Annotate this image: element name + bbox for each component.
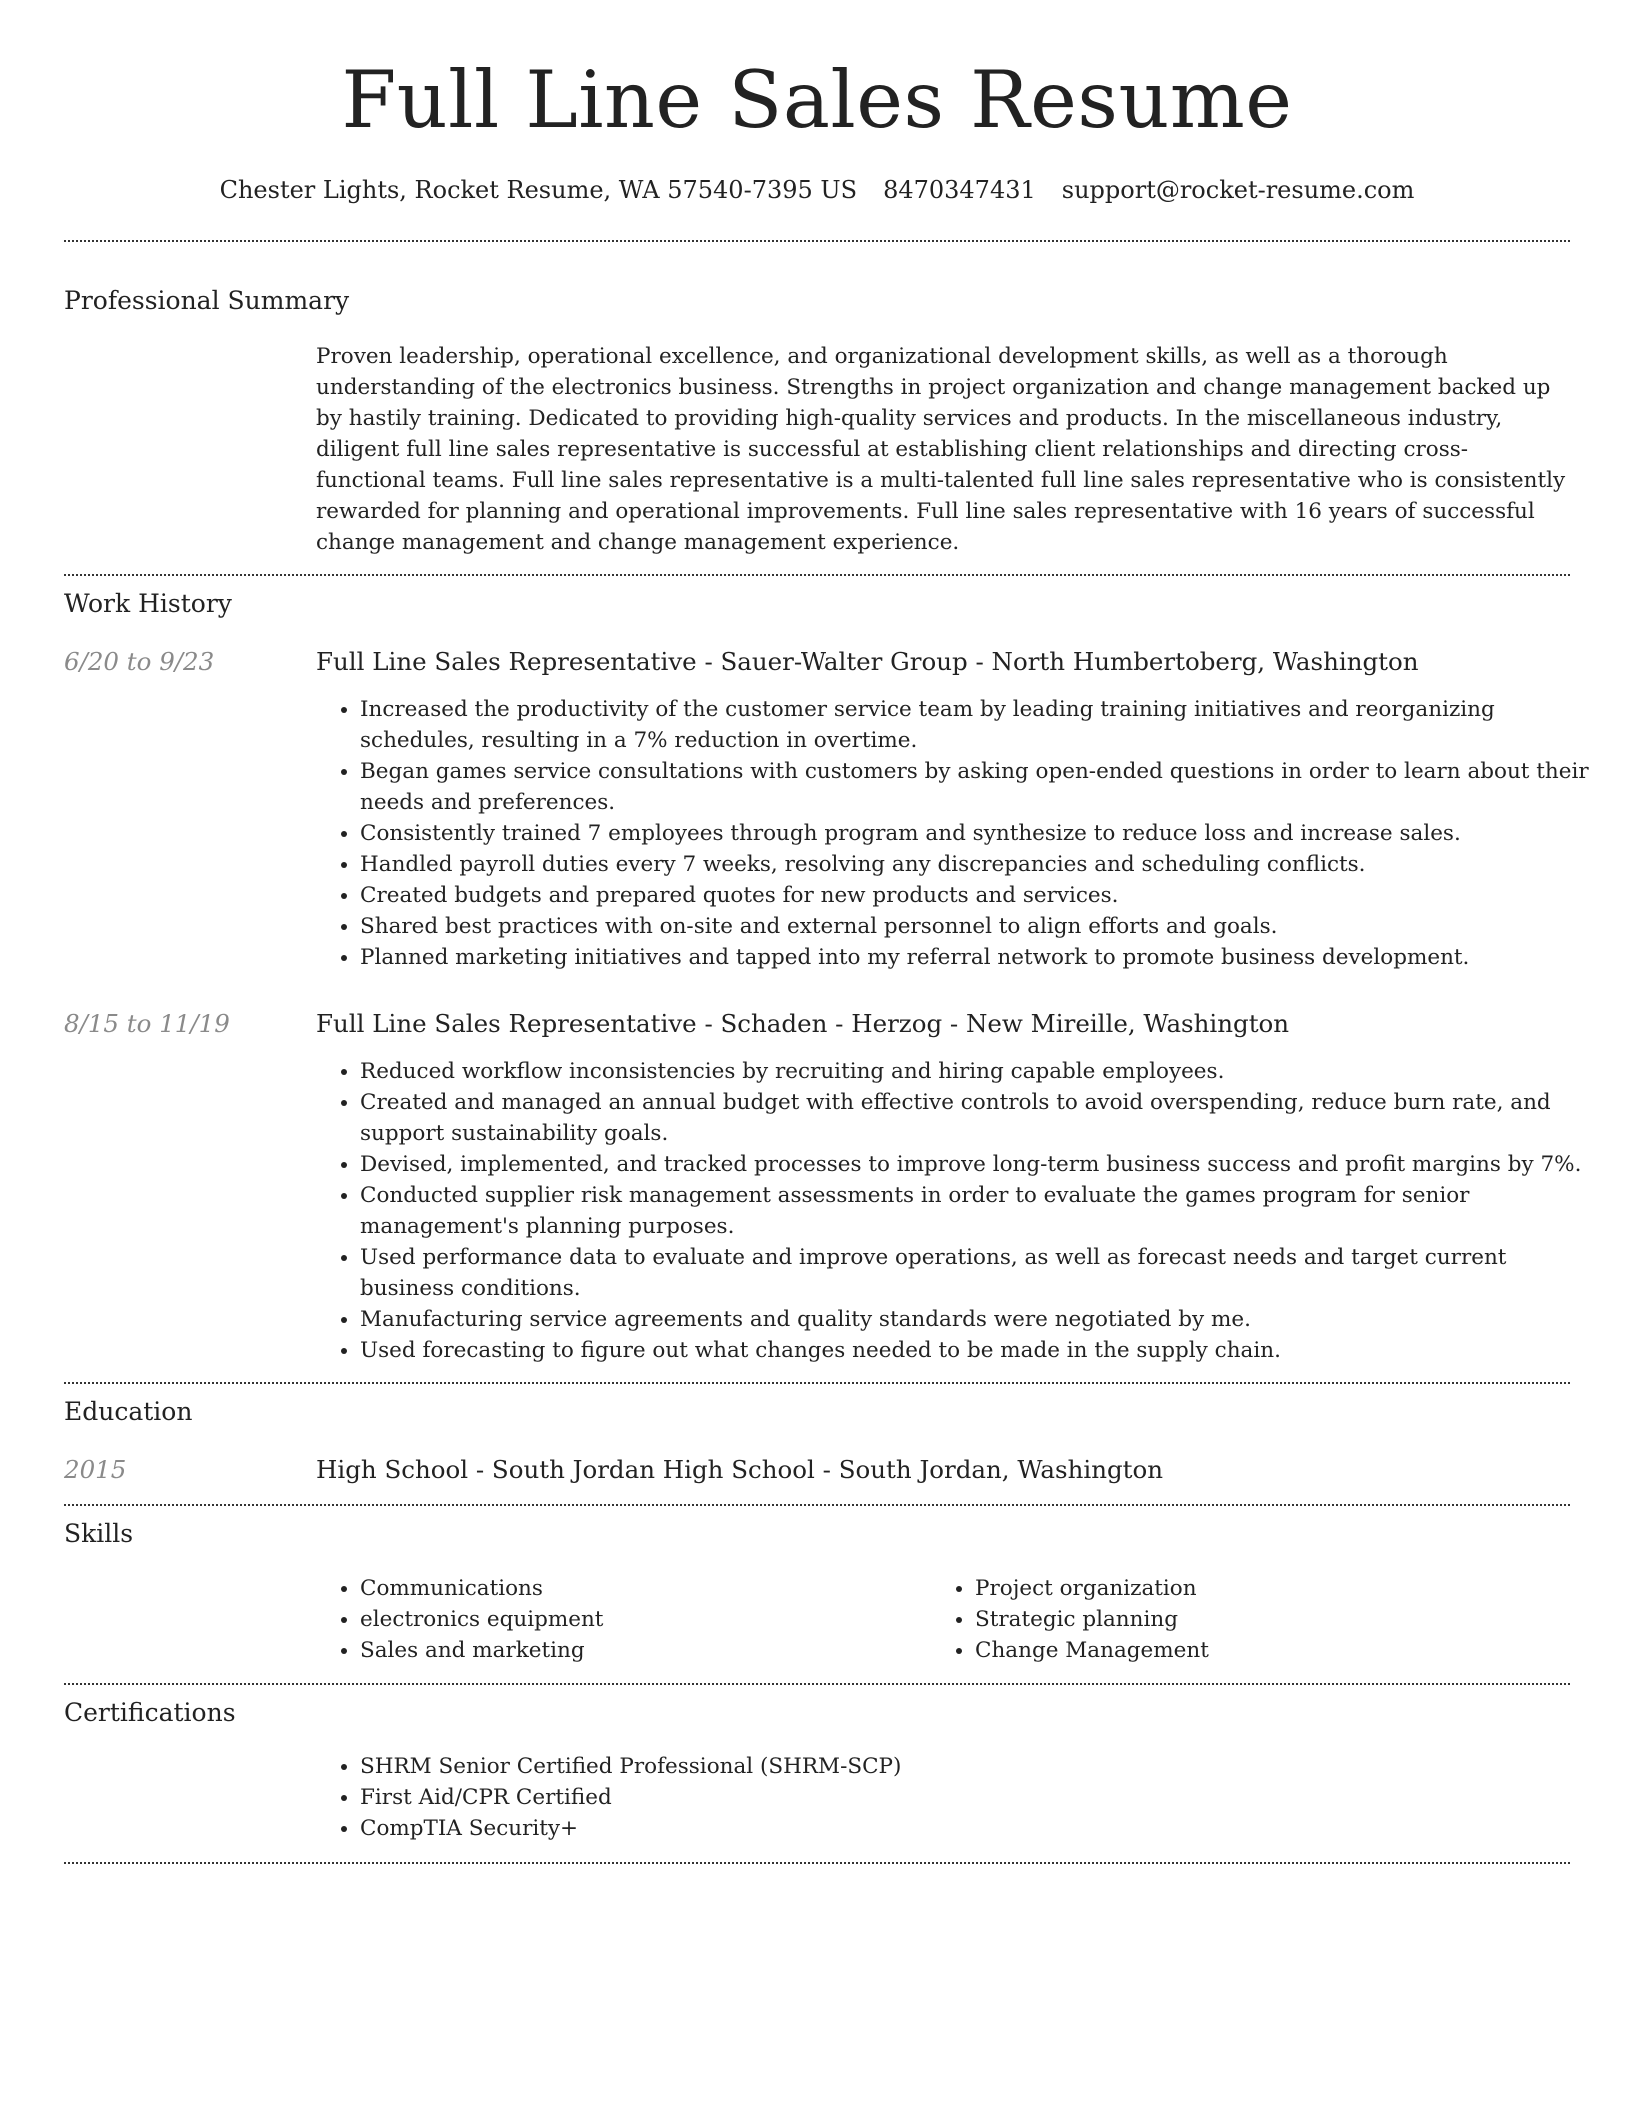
list-item: • First Aid/CPR Certified — [360, 1782, 1560, 1813]
list-item: • Used forecasting to figure out what changes needed to be made in the supply chain. — [360, 1335, 1590, 1366]
job-title: Full Line Sales Representative - Sauer-Walter Group - North Humbertoberg, Washington — [316, 647, 1419, 676]
summary-text: Proven leadership, operational excellence, and organizational development skills, as well as a thorough understanding of the electronics business. Strengths in project organization and change management backed up by hastily training. Dedicated to providing high-quality services and products. In the miscellaneous industry, diligent full line sales representative is successful at establishing client relationships and directing cross-functional teams. Full line sales representative is a multi-talented full line sales representative who is consistently rewarded for planning and operational improvements. Full line sales representative with 16 years of successful change management and change management experience. — [316, 344, 1566, 555]
list-item: • Began games service consultations with customers by asking open-ended questions in order to learn about their needs and preferences. — [360, 756, 1590, 818]
job-bullets — [316, 694, 1590, 973]
list-item: • Increased the productivity of the customer service team by leading training initiatives and reorganizing schedules, resulting in a 7% reduction in overtime. — [360, 694, 1590, 756]
list-item: • Handled payroll duties every 7 weeks, resolving any discrepancies and scheduling conflicts. — [360, 849, 1590, 880]
divider — [64, 1862, 1570, 1864]
list-item: • Devised, implemented, and tracked processes to improve long-term business success and profit margins by 7%. — [360, 1149, 1590, 1180]
divider — [64, 574, 1570, 576]
contact-phone: 8470347431 — [883, 176, 1036, 204]
job-title: Full Line Sales Representative - Schaden - Herzog - New Mireille, Washington — [316, 1009, 1290, 1038]
list-item: • Communications — [360, 1573, 920, 1604]
list-item: • Sales and marketing — [360, 1635, 920, 1666]
list-item: • electronics equipment — [360, 1604, 920, 1635]
education-heading: Education — [64, 1397, 193, 1426]
divider — [64, 240, 1570, 242]
job-bullets — [316, 1056, 1590, 1366]
list-item: • Created budgets and prepared quotes for new products and services. — [360, 880, 1590, 911]
contact-line — [64, 170, 1570, 210]
job-dates: 6/20 to 9/23 — [64, 647, 215, 676]
education-year: 2015 — [64, 1455, 127, 1484]
summary-heading: Professional Summary — [64, 286, 350, 315]
divider — [64, 1504, 1570, 1506]
certifications-heading: Certifications — [64, 1698, 236, 1727]
work-history-heading: Work History — [64, 589, 232, 618]
list-item: • Conducted supplier risk management assessments in order to evaluate the games program for senior management's planning purposes. — [360, 1180, 1590, 1242]
list-item: • Planned marketing initiatives and tapped into my referral network to promote business development. — [360, 942, 1590, 973]
list-item: • Project organization — [975, 1573, 1535, 1604]
skills-list-right — [931, 1573, 1535, 1666]
divider — [64, 1382, 1570, 1384]
job-dates: 8/15 to 11/19 — [64, 1009, 230, 1038]
list-item: • Created and managed an annual budget with effective controls to avoid overspending, reduce burn rate, and support sustainability goals. — [360, 1087, 1590, 1149]
skills-heading: Skills — [64, 1519, 134, 1548]
certifications-list — [316, 1751, 1560, 1844]
list-item: • SHRM Senior Certified Professional (SHRM-SCP) — [360, 1751, 1560, 1782]
list-item: • CompTIA Security+ — [360, 1813, 1560, 1844]
divider — [64, 1683, 1570, 1685]
list-item: • Shared best practices with on-site and external personnel to align efforts and goals. — [360, 911, 1590, 942]
list-item: • Manufacturing service agreements and quality standards were negotiated by me. — [360, 1304, 1590, 1335]
resume-title: Full Line Sales Resume — [341, 54, 1293, 146]
list-item: • Strategic planning — [975, 1604, 1535, 1635]
skills-list-left — [316, 1573, 920, 1666]
list-item: • Used performance data to evaluate and improve operations, as well as forecast needs and target current business conditions. — [360, 1242, 1590, 1304]
education-title: High School - South Jordan High School - South Jordan, Washington — [316, 1455, 1164, 1484]
list-item: • Consistently trained 7 employees through program and synthesize to reduce loss and increase sales. — [360, 818, 1590, 849]
contact-email: support@rocket-resume.com — [1061, 176, 1415, 204]
list-item: • Reduced workflow inconsistencies by recruiting and hiring capable employees. — [360, 1056, 1590, 1087]
list-item: • Change Management — [975, 1635, 1535, 1666]
contact-address: Chester Lights, Rocket Resume, WA 57540-7395 US — [219, 176, 858, 204]
